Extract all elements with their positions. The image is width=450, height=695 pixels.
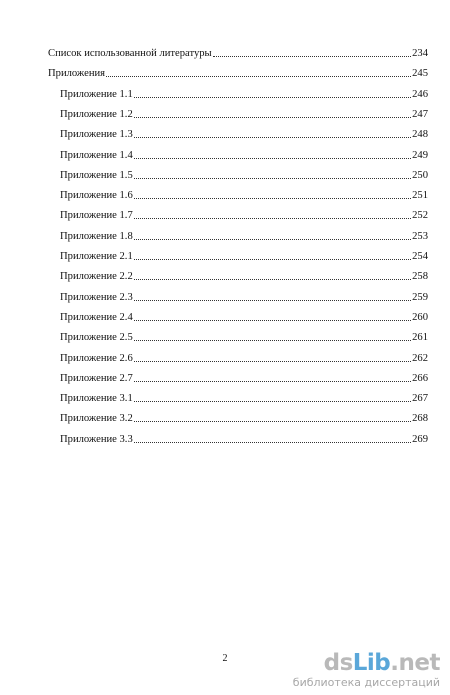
toc-entry-title: Приложение 2.2 [60,271,133,283]
toc-entry[interactable] [60,270,428,284]
toc-entry-page: 259 [412,291,428,303]
toc-dot-leader [134,107,411,118]
toc-entry-title: Приложение 2.6 [60,352,133,364]
toc-dot-leader [134,229,411,240]
toc-entry[interactable] [60,311,428,325]
toc-entry-page: 261 [412,332,428,344]
toc-dot-leader [134,310,411,321]
toc-dot-leader [134,87,411,98]
toc-entry-title: Приложение 2.5 [60,332,133,344]
toc-entry-title: Приложение 2.1 [60,251,133,262]
toc-entry[interactable] [60,433,428,447]
toc-entry-title: Приложение 1.1 [60,88,133,100]
toc-entry-page: 262 [412,352,428,364]
dslib-watermark[interactable] [292,650,440,689]
toc-entry-title: Приложение 3.1 [60,393,133,405]
toc-entry-title: Приложение 1.4 [60,149,133,161]
toc-entry-page: 252 [412,210,428,222]
toc-entry-page: 253 [412,230,428,242]
watermark-subtitle: библиотека диссертаций [292,676,440,689]
toc-entry[interactable] [60,128,428,142]
toc-entry[interactable] [60,169,428,183]
toc-entry-page: 234 [412,48,428,59]
toc-entry-title: Приложение 3.2 [60,413,133,425]
toc-entry[interactable] [60,331,428,345]
toc-dot-leader [134,188,411,199]
toc-dot-leader [213,46,411,57]
toc-dot-leader [134,371,411,382]
toc-entry[interactable] [60,149,428,163]
toc-entry-page: 251 [412,190,428,202]
page-number: 2 [222,653,228,664]
toc-entry[interactable] [60,230,428,244]
toc-entry-title: Приложение 1.8 [60,230,133,242]
toc-entry[interactable] [60,209,428,223]
toc-dot-leader [134,168,411,179]
toc-entry-page: 249 [412,149,428,161]
toc-dot-leader [134,432,411,443]
toc-entry[interactable] [48,47,428,61]
toc-entry-title: Приложение 1.2 [60,108,133,120]
toc-dot-leader [134,290,411,301]
toc-dot-leader [134,127,411,138]
toc-entry-page: 260 [412,311,428,323]
toc-entry[interactable] [60,412,428,426]
toc-entry-page: 266 [412,372,428,384]
toc-entry[interactable] [60,88,428,102]
toc-dot-leader [134,269,411,280]
toc-entry-page: 268 [412,413,428,425]
toc-entry[interactable] [60,372,428,386]
toc-entry[interactable] [60,392,428,406]
dslib-logo [324,651,440,675]
toc-entry-page: 267 [412,393,428,405]
toc-entry-page: 248 [412,129,428,141]
toc-entry-title: Приложение 2.3 [60,291,133,303]
toc-dot-leader [106,66,411,77]
toc-dot-leader [134,208,411,219]
toc-entry-page: 246 [412,88,428,100]
toc-entry-page: 254 [412,251,428,262]
toc-entry-page: 247 [412,108,428,120]
toc-entry-title: Приложение 1.3 [60,129,133,141]
toc-entry[interactable] [60,108,428,122]
toc-entry-page: 250 [412,169,428,181]
toc-entry-title: Список использованной литературы [48,48,212,59]
toc-entry[interactable] [60,189,428,203]
toc-dot-leader [134,330,411,341]
toc-entry-title: Приложение 1.7 [60,210,133,222]
toc-entry-title: Приложение 1.5 [60,169,133,181]
toc-entry[interactable] [48,67,428,81]
toc-entry-title: Приложение 2.4 [60,311,133,323]
toc-dot-leader [134,351,411,362]
toc-entry-page: 258 [412,271,428,283]
toc-entry-title: Приложение 1.6 [60,190,133,202]
toc-entry[interactable] [60,250,428,264]
toc-dot-leader [134,249,411,260]
toc-entry[interactable] [60,291,428,305]
toc-dot-leader [134,411,411,422]
toc-dot-leader [134,148,411,159]
toc-entry-title: Приложение 2.7 [60,372,133,384]
toc-entry-title: Приложения [48,68,106,80]
toc-entry-title: Приложение 3.3 [60,433,133,445]
toc-entry[interactable] [60,352,428,366]
logo-lib: Lib [352,650,391,676]
toc-dot-leader [134,391,411,402]
logo-net: .net [390,650,440,676]
logo-ds: ds [323,650,353,676]
toc-entry-page: 269 [412,433,428,445]
toc-entry-page: 245 [412,68,428,80]
